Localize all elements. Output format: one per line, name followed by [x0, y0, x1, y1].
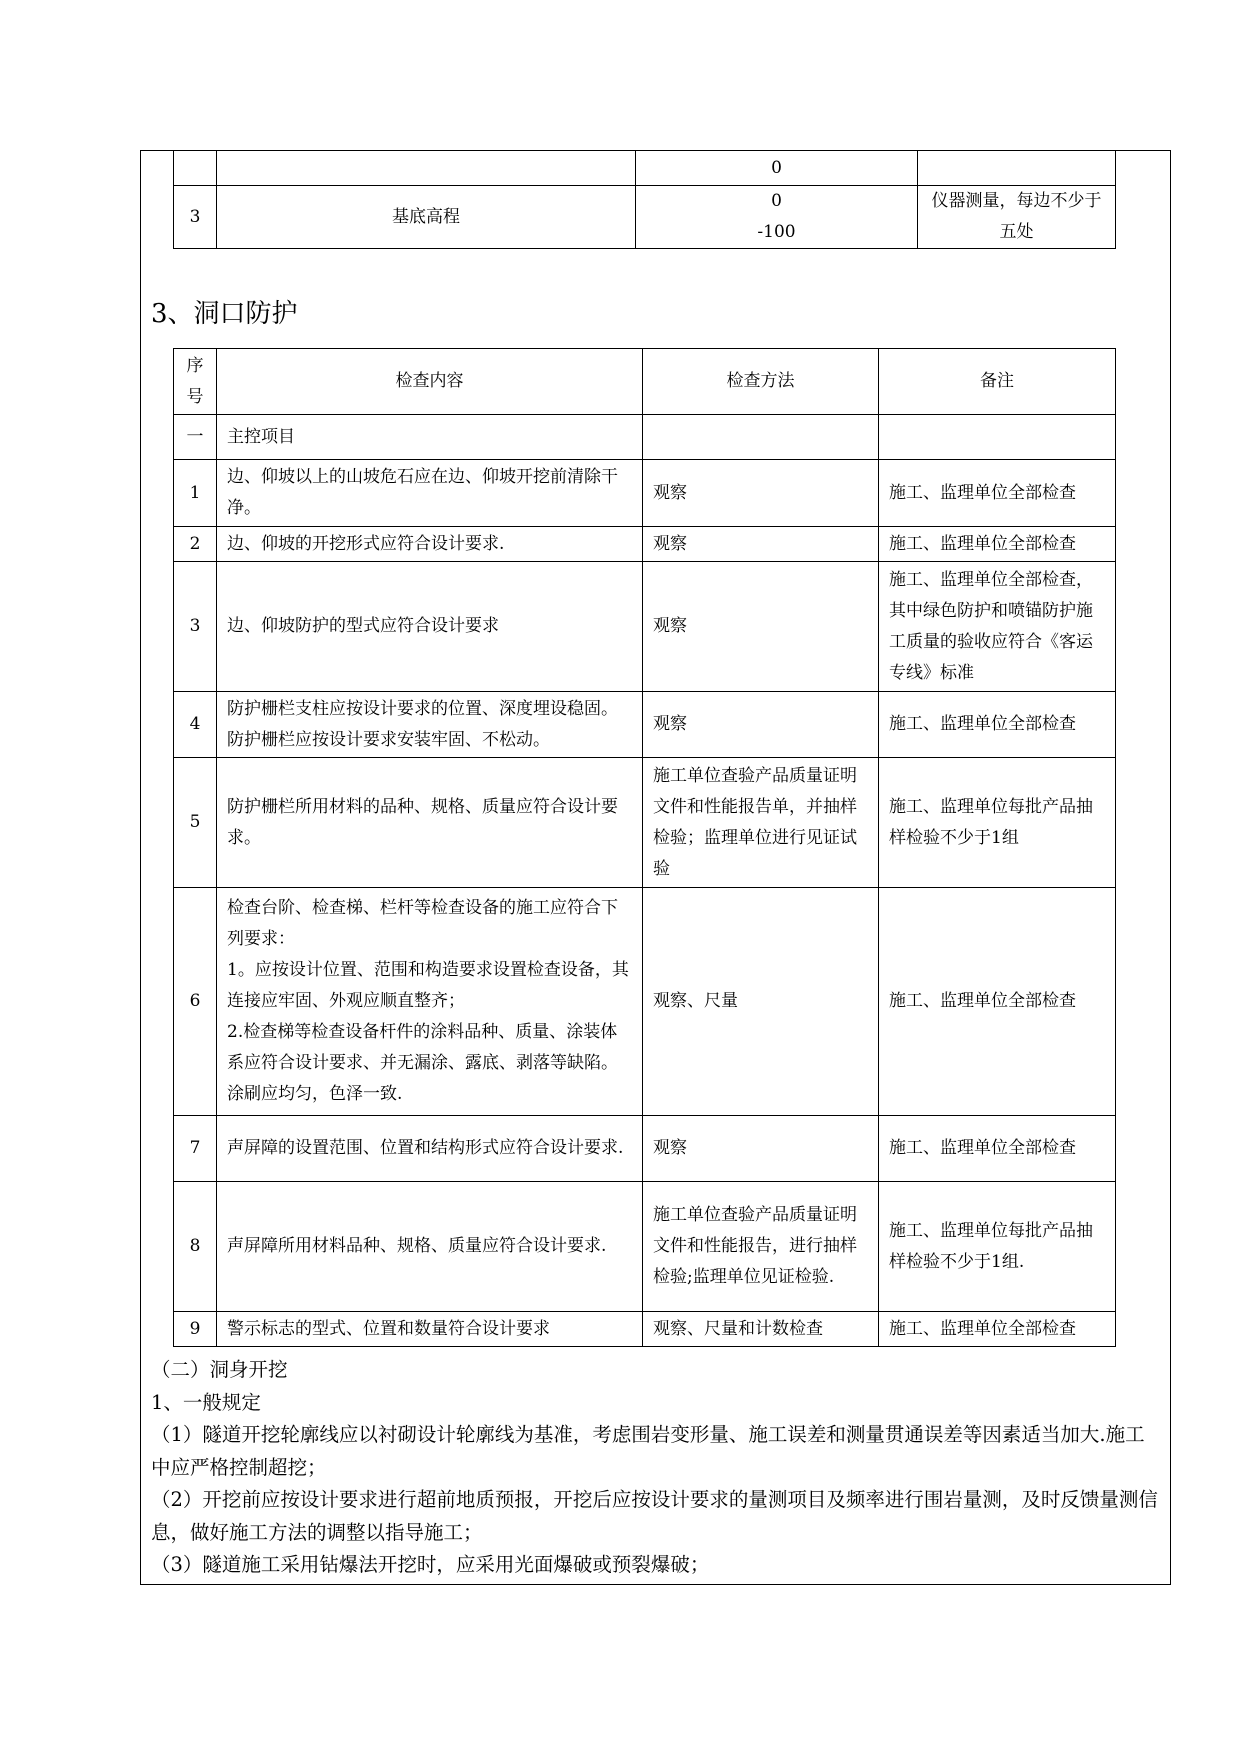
tolerance-range — [636, 186, 918, 249]
check-method — [918, 151, 1116, 186]
check-method: 施工单位查验产品质量证明文件和性能报告，进行抽样检验;监理单位见证检验. — [643, 1182, 879, 1312]
check-note: 施工、监理单位每批产品抽样检验不少于1组 — [879, 758, 1116, 888]
table-row — [174, 1182, 1116, 1312]
row-number: 7 — [174, 1116, 217, 1182]
check-content: 检查台阶、检查梯、栏杆等检查设备的施工应符合下列要求： 1。应按设计位置、范围和构造要求设置检查设备，其连接应牢固、外观应顺直整齐； 2.检查梯等检查设备杆件的涂料品种、质量、涂装体系应符合设计要求、并无漏涂、露底、剥落等缺陷。涂刷应均匀，色泽一致. — [217, 888, 643, 1116]
row-number: 9 — [174, 1312, 217, 1347]
row-number: 8 — [174, 1182, 217, 1312]
tolerance-upper: 0 — [771, 191, 782, 211]
row-number: 1 — [174, 460, 217, 527]
check-content: 防护栅栏所用材料的品种、规格、质量应符合设计要求。 — [217, 758, 643, 888]
check-content: 防护栅栏支柱应按设计要求的位置、深度埋设稳固。防护栅栏应按设计要求安装牢固、不松动。 — [217, 692, 643, 758]
check-note: 施工、监理单位全部检查，其中绿色防护和喷锚防护施工质量的验收应符合《客运专线》标准 — [879, 562, 1116, 692]
row-number: 3 — [174, 562, 217, 692]
check-method: 观察 — [643, 562, 879, 692]
row-number: 6 — [174, 888, 217, 1116]
check-content: 声屏障的设置范围、位置和结构形式应符合设计要求. — [217, 1116, 643, 1182]
group-label: 主控项目 — [217, 415, 643, 460]
row-number: 5 — [174, 758, 217, 888]
check-method: 观察、尺量 — [643, 888, 879, 1116]
row-number — [174, 151, 217, 186]
table-row — [174, 758, 1116, 888]
header-note: 备注 — [879, 349, 1116, 415]
check-method: 观察 — [643, 1116, 879, 1182]
table-row — [174, 562, 1116, 692]
elevation-table — [173, 150, 1116, 249]
table-row — [174, 151, 1116, 186]
group-row — [174, 415, 1116, 460]
table-row — [174, 1116, 1116, 1182]
check-method: 施工单位查验产品质量证明文件和性能报告单，并抽样检验；监理单位进行见证试验 — [643, 758, 879, 888]
check-note: 施工、监理单位全部检查 — [879, 692, 1116, 758]
check-method: 观察 — [643, 527, 879, 562]
check-method: 观察 — [643, 460, 879, 527]
section-subheading: 1、一般规定 — [151, 1390, 261, 1414]
check-method: 观察 — [643, 692, 879, 758]
excavation-section — [151, 1354, 1163, 1582]
table-row — [174, 1312, 1116, 1347]
tolerance-value: 0 — [636, 151, 918, 186]
row-number: 4 — [174, 692, 217, 758]
tolerance-lower: -100 — [757, 222, 796, 242]
header-method: 检查方法 — [643, 349, 879, 415]
group-number: 一 — [174, 415, 217, 460]
paragraph: （1）隧道开挖轮廓线应以衬砌设计轮廓线为基准，考虑围岩变形量、施工误差和测量贯通误差等因素适当加大.施工中应严格控制超挖； — [151, 1423, 1145, 1479]
check-content: 警示标志的型式、位置和数量符合设计要求 — [217, 1312, 643, 1347]
check-content: 边、仰坡的开挖形式应符合设计要求. — [217, 527, 643, 562]
check-method: 观察、尺量和计数检查 — [643, 1312, 879, 1347]
table-header-row — [174, 349, 1116, 415]
check-item — [217, 151, 636, 186]
section-title: 3、洞口防护 — [151, 299, 298, 329]
table-row — [174, 460, 1116, 527]
check-content: 声屏障所用材料品种、规格、质量应符合设计要求. — [217, 1182, 643, 1312]
row-number: 2 — [174, 527, 217, 562]
table-row — [174, 527, 1116, 562]
check-note: 施工、监理单位全部检查 — [879, 1116, 1116, 1182]
check-content: 边、仰坡防护的型式应符合设计要求 — [217, 562, 643, 692]
check-note: 施工、监理单位全部检查 — [879, 888, 1116, 1116]
header-number: 序 号 — [174, 349, 217, 415]
check-note: 施工、监理单位全部检查 — [879, 527, 1116, 562]
check-note: 施工、监理单位每批产品抽样检验不少于1组. — [879, 1182, 1116, 1312]
check-note: 施工、监理单位全部检查 — [879, 460, 1116, 527]
table-row — [174, 888, 1116, 1116]
check-method: 仪器测量，每边不少于 五处 — [918, 186, 1116, 249]
inspection-table — [173, 348, 1116, 1347]
paragraph: （2）开挖前应按设计要求进行超前地质预报，开挖后应按设计要求的量测项目及频率进行围岩量测，及时反馈量测信息，做好施工方法的调整以指导施工； — [151, 1488, 1158, 1544]
table-row — [174, 186, 1116, 249]
paragraph: （3）隧道施工采用钻爆法开挖时，应采用光面爆破或预裂爆破； — [151, 1553, 710, 1576]
row-number: 3 — [174, 186, 217, 249]
header-content: 检查内容 — [217, 349, 643, 415]
section-heading: （二）洞身开挖 — [151, 1358, 288, 1381]
table-row — [174, 692, 1116, 758]
check-content: 边、仰坡以上的山坡危石应在边、仰坡开挖前清除干净。 — [217, 460, 643, 527]
check-note: 施工、监理单位全部检查 — [879, 1312, 1116, 1347]
check-item: 基底高程 — [217, 186, 636, 249]
